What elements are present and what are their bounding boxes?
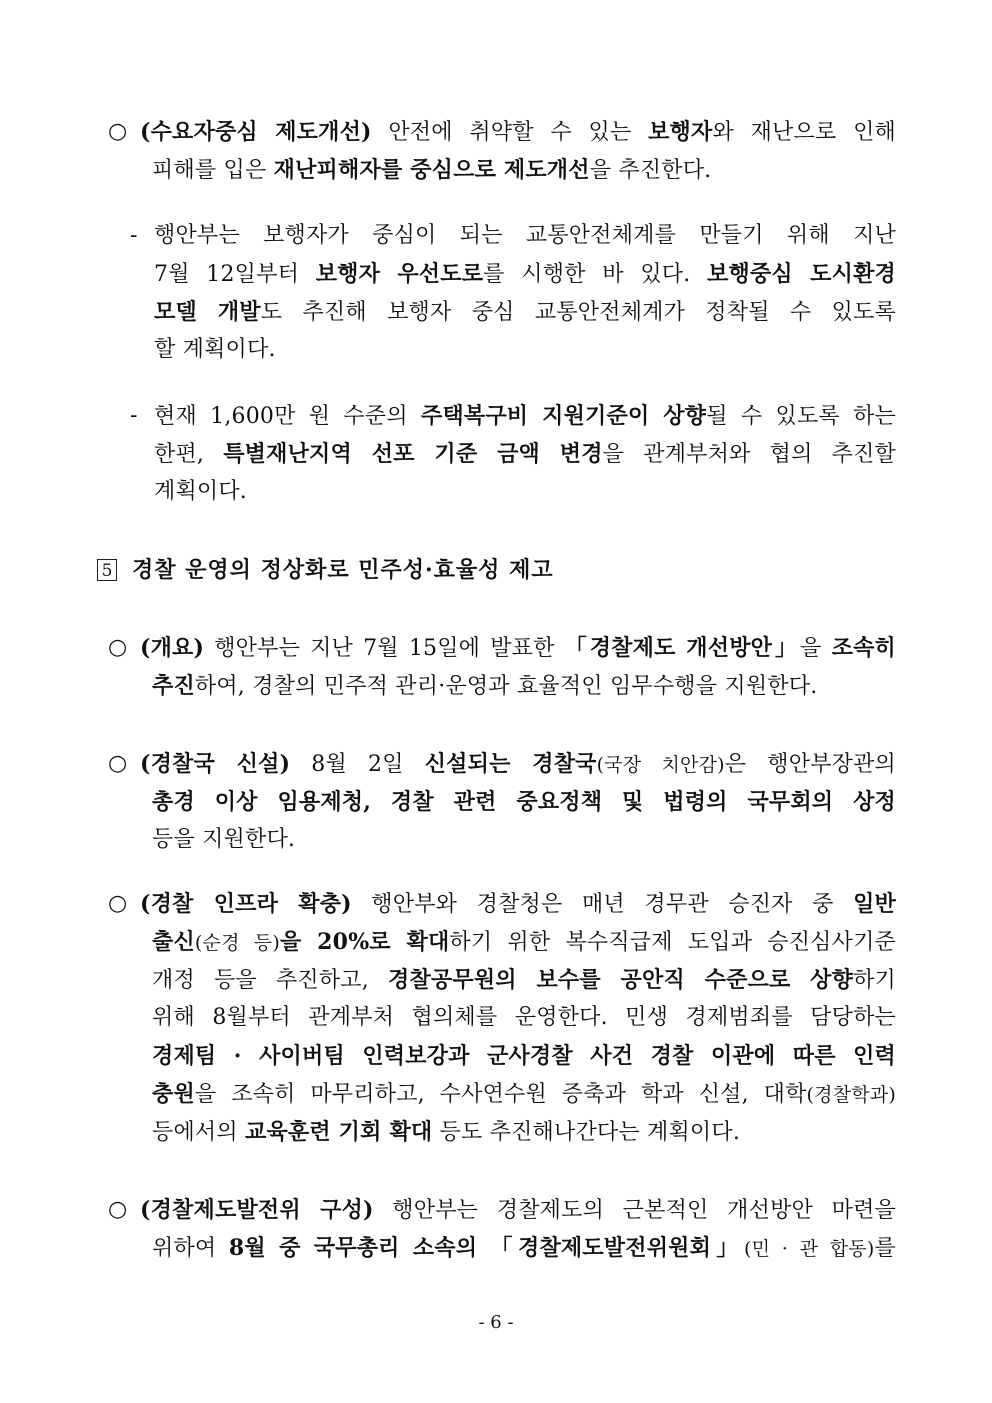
circle-bullet: ○ [108,891,128,916]
paragraph-line: 개정 등을 추진하고, 경찰공무원의 보수를 공안직 수준으로 상향하기 [152,967,896,993]
circle-bullet: ○ [108,1197,128,1222]
paragraph-line: 총경 이상 임용제청, 경찰 관련 중요정책 및 법령의 국무회의 상정 [152,789,896,815]
paragraph-line: 등을 지원한다. [152,827,296,852]
paragraph-line: 행안부는 보행자가 중심이 되는 교통안전체계를 만들기 위해 지난 [154,223,896,248]
paragraph-line: 충원을 조속히 마무리하고, 수사연수원 증축과 학과 신설, 대학(경찰학과) [152,1081,896,1107]
paragraph-line: 현재 1,600만 원 수준의 주택복구비 지원기준이 상향될 수 있도록 하는 [154,403,896,429]
paragraph-line: 계획이다. [154,479,248,504]
circle-bullet: ○ [108,635,128,660]
paragraph-line: 모델 개발도 추진해 보행자 중심 교통안전체계가 정착될 수 있도록 [154,299,897,325]
paragraph-line: (개요) 행안부는 지난 7월 15일에 발표한 「경찰제도 개선방안」을 조속히 [140,635,896,661]
paragraph-line: (경찰제도발전위 구성) 행안부는 경찰제도의 근본적인 개선방안 마련을 [140,1197,896,1223]
paragraph-line: 경제팀 · 사이버팀 인력보강과 군사경찰 사건 경찰 이관에 따른 인력 [152,1043,896,1069]
paragraph-line: 피해를 입은 재난피해자를 중심으로 제도개선을 추진한다. [152,157,712,183]
circle-bullet: ○ [108,119,128,144]
dash-bullet: - [130,403,138,428]
section-title: 경찰 운영의 정상화로 민주성·효율성 제고 [132,557,554,583]
section-number-box: 5 [97,559,117,581]
paragraph-line: (수요자중심 제도개선) 안전에 취약할 수 있는 보행자와 재난으로 인해 [140,119,896,145]
paragraph-line: 7월 12일부터 보행자 우선도로를 시행한 바 있다. 보행중심 도시환경 [154,261,896,287]
paragraph-line: (경찰국 신설) 8월 2일 신설되는 경찰국(국장 치안감)은 행안부장관의 [140,751,896,777]
paragraph-line: 추진하여, 경찰의 민주적 관리·운영과 효율적인 임무수행을 지원한다. [152,673,818,699]
paragraph-line: 위해 8월부터 관계부처 협의체를 운영한다. 민생 경제범죄를 담당하는 [152,1005,896,1030]
paragraph-line: 위하여 8월 중 국무총리 소속의 「경찰제도발전위원회」(민 · 관 합동)를 [152,1235,896,1261]
dash-bullet: - [130,223,138,248]
circle-bullet: ○ [108,751,128,776]
paragraph-line: 할 계획이다. [154,337,276,362]
paragraph-line: 등에서의 교육훈련 기회 확대 등도 추진해나간다는 계획이다. [152,1119,741,1145]
paragraph-line: 한편, 특별재난지역 선포 기준 금액 변경을 관계부처와 협의 추진할 [154,441,896,467]
paragraph-line: (경찰 인프라 확충) 행안부와 경찰청은 매년 경무관 승진자 중 일반 [140,891,896,917]
page-number: - 6 - [478,1312,514,1333]
paragraph-line: 출신(순경 등)을 20%로 확대하기 위한 복수직급제 도입과 승진심사기준 [152,929,896,955]
